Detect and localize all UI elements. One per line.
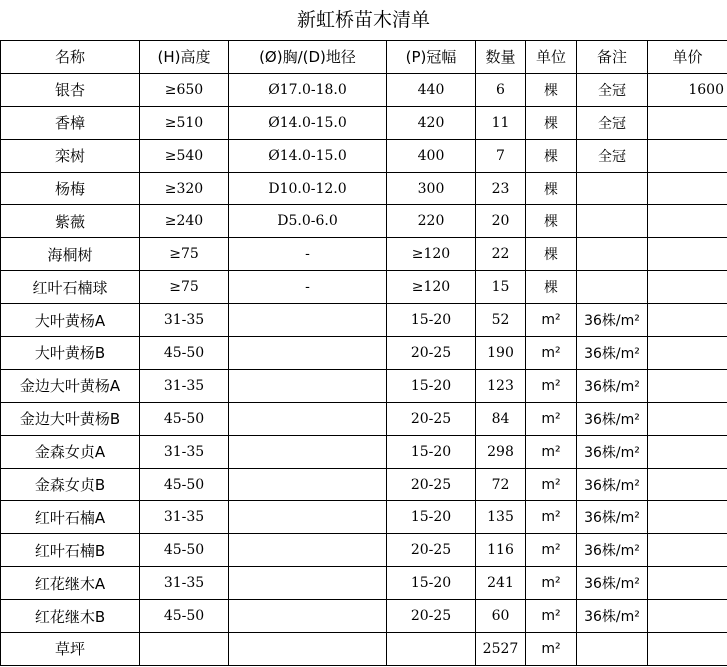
height-cell[interactable] (140, 633, 229, 666)
name-cell[interactable]: 红叶石楠B (1, 534, 140, 567)
quantity-cell[interactable]: 84 (476, 402, 526, 435)
header-row (1, 41, 727, 74)
header-diameter[interactable]: (Ø)胸/(D)地径 (229, 41, 387, 74)
diameter-cell[interactable] (229, 304, 387, 337)
height-cell[interactable]: ≥320 (140, 172, 229, 205)
quantity-cell[interactable]: 123 (476, 369, 526, 402)
diameter-cell[interactable] (229, 402, 387, 435)
name-cell[interactable]: 栾树 (1, 139, 140, 172)
crown-cell[interactable]: 300 (387, 172, 476, 205)
unit-cell[interactable]: 棵 (526, 205, 577, 238)
price-cell[interactable] (648, 139, 727, 172)
unit-cell[interactable]: m² (526, 468, 577, 501)
table-row (1, 633, 727, 666)
table-row (1, 501, 727, 534)
price-cell[interactable] (648, 501, 727, 534)
quantity-cell[interactable]: 72 (476, 468, 526, 501)
table-row (1, 468, 727, 501)
diameter-cell[interactable] (229, 468, 387, 501)
unit-cell[interactable]: 棵 (526, 73, 577, 106)
table-row (1, 139, 727, 172)
quantity-cell[interactable]: 116 (476, 534, 526, 567)
price-cell[interactable] (648, 534, 727, 567)
note-cell[interactable] (577, 172, 648, 205)
price-cell[interactable] (648, 172, 727, 205)
quantity-cell[interactable]: 190 (476, 337, 526, 370)
unit-cell[interactable]: 棵 (526, 271, 577, 304)
crown-cell[interactable] (387, 633, 476, 666)
note-cell[interactable]: 全冠 (577, 139, 648, 172)
unit-cell[interactable]: m² (526, 534, 577, 567)
crown-cell[interactable]: 15-20 (387, 501, 476, 534)
crown-cell[interactable]: 400 (387, 139, 476, 172)
price-cell[interactable] (648, 600, 727, 633)
height-cell[interactable]: 45-50 (140, 468, 229, 501)
note-cell[interactable]: 全冠 (577, 73, 648, 106)
diameter-cell[interactable]: - (229, 271, 387, 304)
price-cell[interactable] (648, 369, 727, 402)
name-cell[interactable]: 红花继木B (1, 600, 140, 633)
name-cell[interactable]: 红叶石楠球 (1, 271, 140, 304)
note-cell[interactable]: 全冠 (577, 106, 648, 139)
quantity-cell[interactable]: 7 (476, 139, 526, 172)
quantity-cell[interactable]: 11 (476, 106, 526, 139)
table-row (1, 534, 727, 567)
quantity-cell[interactable]: 15 (476, 271, 526, 304)
diameter-cell[interactable]: Ø17.0-18.0 (229, 73, 387, 106)
unit-cell[interactable]: m² (526, 402, 577, 435)
quantity-cell[interactable]: 241 (476, 567, 526, 600)
table-row (1, 172, 727, 205)
table-row (1, 73, 727, 106)
quantity-cell[interactable]: 298 (476, 435, 526, 468)
note-cell[interactable]: 36株/m² (577, 369, 648, 402)
price-cell[interactable] (648, 238, 727, 271)
price-cell[interactable]: 1600 (648, 73, 727, 106)
diameter-cell[interactable] (229, 633, 387, 666)
name-cell[interactable]: 金森女贞A (1, 435, 140, 468)
height-cell[interactable]: ≥75 (140, 271, 229, 304)
diameter-cell[interactable] (229, 534, 387, 567)
height-cell[interactable]: ≥240 (140, 205, 229, 238)
height-cell[interactable]: 45-50 (140, 600, 229, 633)
header-unit[interactable]: 单位 (526, 41, 577, 74)
name-cell[interactable]: 金森女贞B (1, 468, 140, 501)
unit-cell[interactable]: m² (526, 435, 577, 468)
note-cell[interactable]: 36株/m² (577, 402, 648, 435)
quantity-cell[interactable]: 20 (476, 205, 526, 238)
crown-cell[interactable]: 15-20 (387, 435, 476, 468)
header-name[interactable]: 名称 (1, 41, 140, 74)
crown-cell[interactable]: ≥120 (387, 271, 476, 304)
price-cell[interactable] (648, 468, 727, 501)
price-cell[interactable] (648, 435, 727, 468)
price-cell[interactable] (648, 304, 727, 337)
crown-cell[interactable]: 15-20 (387, 304, 476, 337)
crown-cell[interactable]: 20-25 (387, 468, 476, 501)
header-price[interactable]: 单价 (648, 41, 727, 74)
name-cell[interactable]: 红叶石楠A (1, 501, 140, 534)
height-cell[interactable]: 31-35 (140, 501, 229, 534)
diameter-cell[interactable] (229, 435, 387, 468)
height-cell[interactable]: ≥75 (140, 238, 229, 271)
note-cell[interactable]: 36株/m² (577, 534, 648, 567)
table-body (1, 73, 727, 665)
quantity-cell[interactable]: 135 (476, 501, 526, 534)
unit-cell[interactable]: m² (526, 304, 577, 337)
crown-cell[interactable]: 20-25 (387, 337, 476, 370)
name-cell[interactable]: 草坪 (1, 633, 140, 666)
price-cell[interactable] (648, 106, 727, 139)
name-cell[interactable]: 杨梅 (1, 172, 140, 205)
header-note[interactable]: 备注 (577, 41, 648, 74)
unit-cell[interactable]: m² (526, 369, 577, 402)
diameter-cell[interactable] (229, 501, 387, 534)
table-row (1, 238, 727, 271)
price-cell[interactable] (648, 633, 727, 666)
price-cell[interactable] (648, 271, 727, 304)
height-cell[interactable]: 45-50 (140, 337, 229, 370)
unit-cell[interactable]: m² (526, 633, 577, 666)
diameter-cell[interactable] (229, 369, 387, 402)
crown-cell[interactable]: 15-20 (387, 369, 476, 402)
table-row (1, 567, 727, 600)
header-height[interactable]: (H)高度 (140, 41, 229, 74)
diameter-cell[interactable] (229, 337, 387, 370)
price-cell[interactable] (648, 337, 727, 370)
diameter-cell[interactable]: Ø14.0-15.0 (229, 139, 387, 172)
note-cell[interactable] (577, 238, 648, 271)
height-cell[interactable]: 45-50 (140, 402, 229, 435)
note-cell[interactable] (577, 633, 648, 666)
name-cell[interactable]: 金边大叶黄杨A (1, 369, 140, 402)
note-cell[interactable]: 36株/m² (577, 435, 648, 468)
nursery-stock-table (0, 40, 727, 666)
name-cell[interactable]: 金边大叶黄杨B (1, 402, 140, 435)
table-row (1, 337, 727, 370)
price-cell[interactable] (648, 567, 727, 600)
table-row (1, 106, 727, 139)
table-row (1, 600, 727, 633)
quantity-cell[interactable]: 22 (476, 238, 526, 271)
note-cell[interactable]: 36株/m² (577, 501, 648, 534)
name-cell[interactable]: 紫薇 (1, 205, 140, 238)
note-cell[interactable]: 36株/m² (577, 468, 648, 501)
height-cell[interactable]: 31-35 (140, 567, 229, 600)
height-cell[interactable]: 31-35 (140, 304, 229, 337)
name-cell[interactable]: 大叶黄杨B (1, 337, 140, 370)
note-cell[interactable]: 36株/m² (577, 600, 648, 633)
unit-cell[interactable]: 棵 (526, 139, 577, 172)
diameter-cell[interactable] (229, 600, 387, 633)
crown-cell[interactable]: ≥120 (387, 238, 476, 271)
diameter-cell[interactable]: Ø14.0-15.0 (229, 106, 387, 139)
sheet-title: 新虹桥苗木清单 (296, 9, 430, 31)
price-cell[interactable] (648, 402, 727, 435)
crown-cell[interactable]: 20-25 (387, 600, 476, 633)
quantity-cell[interactable]: 23 (476, 172, 526, 205)
quantity-cell[interactable]: 60 (476, 600, 526, 633)
note-cell[interactable]: 36株/m² (577, 337, 648, 370)
table-row (1, 402, 727, 435)
table-row (1, 205, 727, 238)
diameter-cell[interactable]: - (229, 238, 387, 271)
note-cell[interactable] (577, 271, 648, 304)
diameter-cell[interactable]: D5.0-6.0 (229, 205, 387, 238)
table-row (1, 304, 727, 337)
header-crown[interactable]: (P)冠幅 (387, 41, 476, 74)
height-cell[interactable]: ≥510 (140, 106, 229, 139)
height-cell[interactable]: 31-35 (140, 435, 229, 468)
crown-cell[interactable]: 20-25 (387, 402, 476, 435)
table-row (1, 369, 727, 402)
table-row (1, 271, 727, 304)
header-quantity[interactable]: 数量 (476, 41, 526, 74)
diameter-cell[interactable]: D10.0-12.0 (229, 172, 387, 205)
unit-cell[interactable]: m² (526, 501, 577, 534)
quantity-cell[interactable]: 6 (476, 73, 526, 106)
note-cell[interactable]: 36株/m² (577, 304, 648, 337)
crown-cell[interactable]: 220 (387, 205, 476, 238)
name-cell[interactable]: 海桐树 (1, 238, 140, 271)
quantity-cell[interactable]: 52 (476, 304, 526, 337)
crown-cell[interactable]: 420 (387, 106, 476, 139)
price-cell[interactable] (648, 205, 727, 238)
name-cell[interactable]: 香樟 (1, 106, 140, 139)
unit-cell[interactable]: m² (526, 567, 577, 600)
unit-cell[interactable]: m² (526, 337, 577, 370)
height-cell[interactable]: ≥540 (140, 139, 229, 172)
diameter-cell[interactable] (229, 567, 387, 600)
note-cell[interactable]: 36株/m² (577, 567, 648, 600)
name-cell[interactable]: 银杏 (1, 73, 140, 106)
crown-cell[interactable]: 440 (387, 73, 476, 106)
crown-cell[interactable]: 20-25 (387, 534, 476, 567)
unit-cell[interactable]: m² (526, 600, 577, 633)
table-row (1, 435, 727, 468)
height-cell[interactable]: ≥650 (140, 73, 229, 106)
note-cell[interactable] (577, 205, 648, 238)
height-cell[interactable]: 31-35 (140, 369, 229, 402)
name-cell[interactable]: 红花继木A (1, 567, 140, 600)
unit-cell[interactable]: 棵 (526, 238, 577, 271)
unit-cell[interactable]: 棵 (526, 172, 577, 205)
height-cell[interactable]: 45-50 (140, 534, 229, 567)
name-cell[interactable]: 大叶黄杨A (1, 304, 140, 337)
unit-cell[interactable]: 棵 (526, 106, 577, 139)
quantity-cell[interactable]: 2527 (476, 633, 526, 666)
crown-cell[interactable]: 15-20 (387, 567, 476, 600)
